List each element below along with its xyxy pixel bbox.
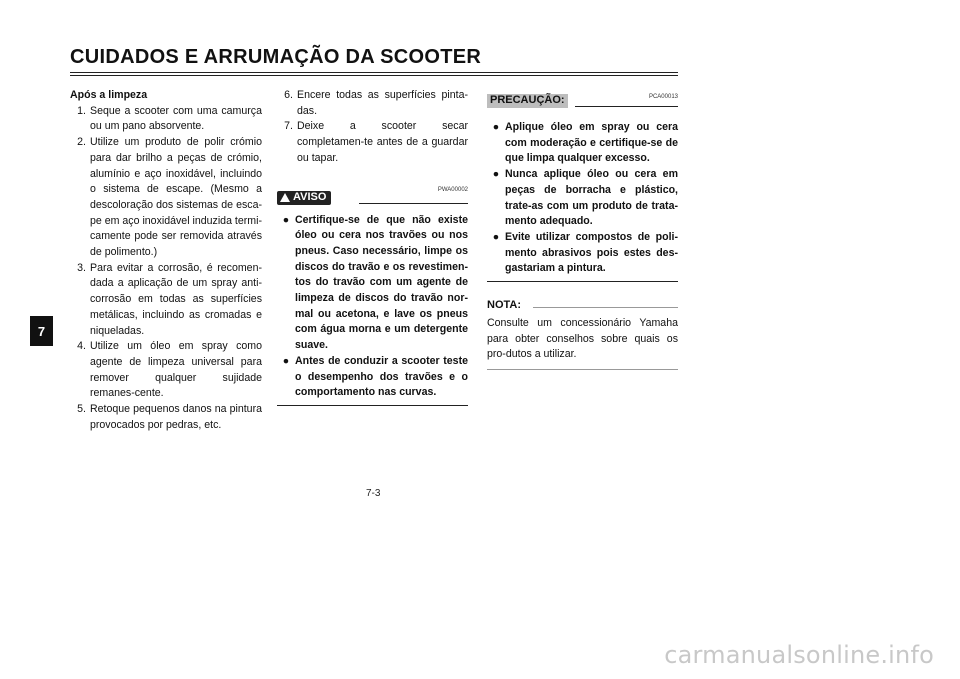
precaucao-rule [575,106,678,107]
precaucao-header [487,88,678,114]
list-item: 3. Para evitar a corrosão, é recomen-dada a aplicação de um spray anti-corrosão em todas as superfícies metálicas, incluindo as cromadas e niqueladas. [77,261,262,337]
nota-text: Consulte um concessionário Yamaha para obter conselhos sobre quais os pro-dutos a utilizar. [487,317,678,361]
steps-list-continued [277,88,468,167]
bullet-icon: ● [492,168,500,181]
list-item: 2. Utilize um produto de polir crómio para dar brilho a peças de crómio, alumínio e aço inoxidável, incluindo o sistema de escape. (Mesmo a descoloração dos sistemas de esca-pe em aço inoxidável induzida termi-camente pode ser removida através de polimento.) [77,136,262,259]
bullet-icon: ● [492,121,500,133]
nota-label: NOTA: [487,299,522,312]
precaucao-label: PRECAUÇÃO: [487,94,568,108]
warning-triangle-icon [280,193,290,202]
watermark: carmanualsonline.info [664,641,934,669]
section-title: Após a limpeza [70,89,148,101]
title-rule [70,72,678,76]
aviso-end-rule [277,405,468,406]
list-item: 4. Utilize um óleo em spray como agente de limpeza universal para remover qualquer sujidade remanes-cente. [77,340,262,400]
chapter-tab: 7 [30,316,53,346]
precaucao-bullets [487,120,678,277]
precaucao-end-rule [487,281,678,282]
nota-end-rule [487,369,678,370]
nota-header [487,296,678,316]
column-3 [487,88,678,370]
aviso-bullets [277,213,468,401]
bullet-icon: ● [282,354,290,367]
list-item: 5. Retoque pequenos danos na pintura provocados por pedras, etc. [77,403,262,431]
nota-rule [533,307,678,308]
list-item: ● Antes de conduzir a scooter teste o desempenho dos travões e o comportamento nas curvas. [277,354,468,401]
page-title: CUIDADOS E ARRUMAÇÃO DA SCOOTER [70,46,482,68]
list-item: 6. Encere todas as superfícies pinta-das. [284,89,468,117]
aviso-label: AVISO [293,190,327,203]
list-item: ● Nunca aplique óleo ou cera em peças de borracha e plástico, trate-as com um produto de trata-mento adequado. [487,167,678,230]
list-item: ● Certifique-se de que não existe óleo ou cera nos travões ou nos pneus. Caso necessário, limpe os discos do travão e os revestimen-tos do travão com um agente de limpeza de discos do travão nor-mal ou acetona, e lave os pneus com água morna e um detergente suave. [277,213,468,354]
bullet-icon: ● [492,230,500,243]
aviso-header [277,181,468,207]
page-number: 7-3 [366,488,381,499]
steps-list [70,104,262,434]
list-item: ● Evite utilizar compostos de poli-mento abrasivos pois estes des-gastariam a pintura. [487,230,678,277]
bullet-icon: ● [282,213,290,226]
aviso-badge [277,191,331,205]
precaucao-code: PCA00013 [648,94,678,100]
aviso-code: PWA00002 [437,186,468,193]
list-item: 7. Deixe a scooter secar completamen-te antes de a guardar ou tapar. [284,120,468,164]
column-1 [70,88,262,433]
column-2 [277,88,468,406]
aviso-rule [359,203,468,204]
list-item: ● Aplique óleo em spray ou cera com moderação e certifique-se de que limpa qualquer excesso. [487,120,678,167]
list-item: 1. Seque a scooter com uma camurça ou um pano absorvente. [77,104,262,133]
